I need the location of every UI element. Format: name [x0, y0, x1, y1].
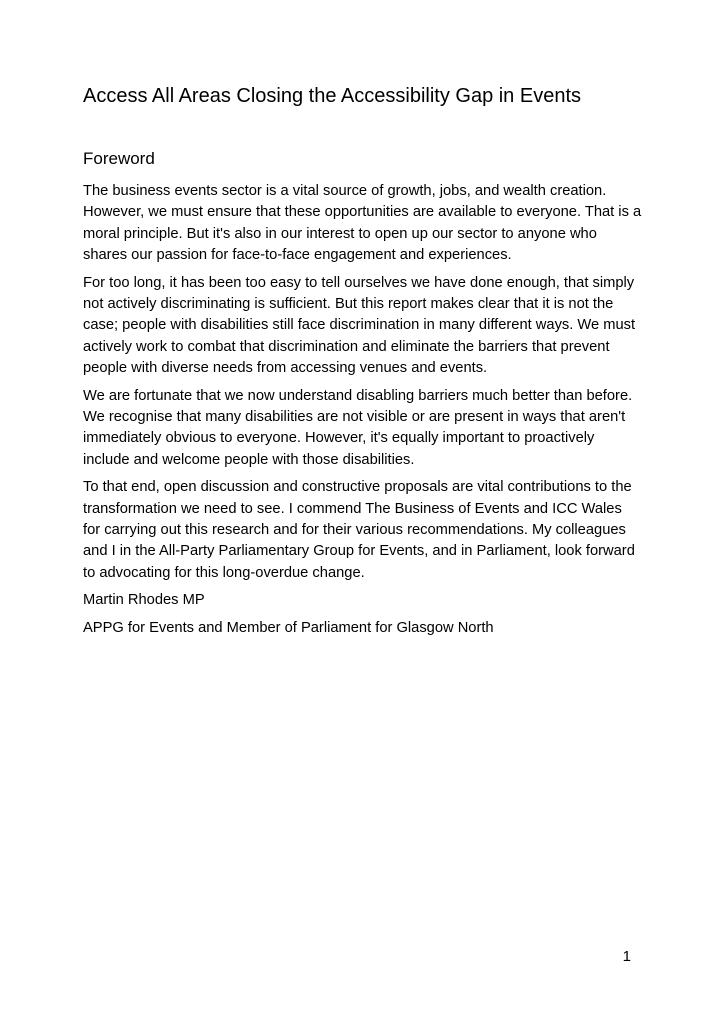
signature-name: Martin Rhodes MP	[83, 592, 205, 609]
foreword-paragraph-3: We are fortunate that we now understand disabling barriers much better than before. We recognise that many disabilities are not visible or are present in ways that aren't immediately obvious to everyone. However, it's equally important to proactively include and welcome people with those disabilities.	[83, 387, 633, 468]
document-title: Access All Areas Closing the Accessibility Gap in Events	[83, 85, 582, 107]
document-body	[83, 85, 643, 646]
foreword-paragraph-4: To that end, open discussion and constructive proposals are vital contributions to the transformation we need to see. I commend The Business of Events and ICC Wales for carrying out this research and for their various recommendations. My colleagues and I in the All-Party Parliamentary Group for Events, and in Parliament, look forward to advocating for this long-overdue change.	[83, 479, 635, 581]
section-heading-foreword: Foreword	[83, 149, 155, 168]
foreword-paragraph-1: The business events sector is a vital source of growth, jobs, and wealth creation. However, we must ensure that these opportunities are available to everyone. That is a moral principle. But it's also in our interest to open up our sector to anyone who shares our passion for face-to-face engagement and experiences.	[83, 183, 642, 263]
foreword-paragraph-2: For too long, it has been too easy to tell ourselves we have done enough, that simply not actively discriminating is sufficient. But this report makes clear that it is not the case; people with disabilities still face discrimination in many different ways. We must actively work to combat that discrimination and eliminate the barriers that prevent people with diverse needs from accessing venues and events.	[83, 274, 636, 377]
signature-role: APPG for Events and Member of Parliament for Glasgow North	[83, 620, 494, 637]
page-number: 1	[622, 948, 631, 965]
